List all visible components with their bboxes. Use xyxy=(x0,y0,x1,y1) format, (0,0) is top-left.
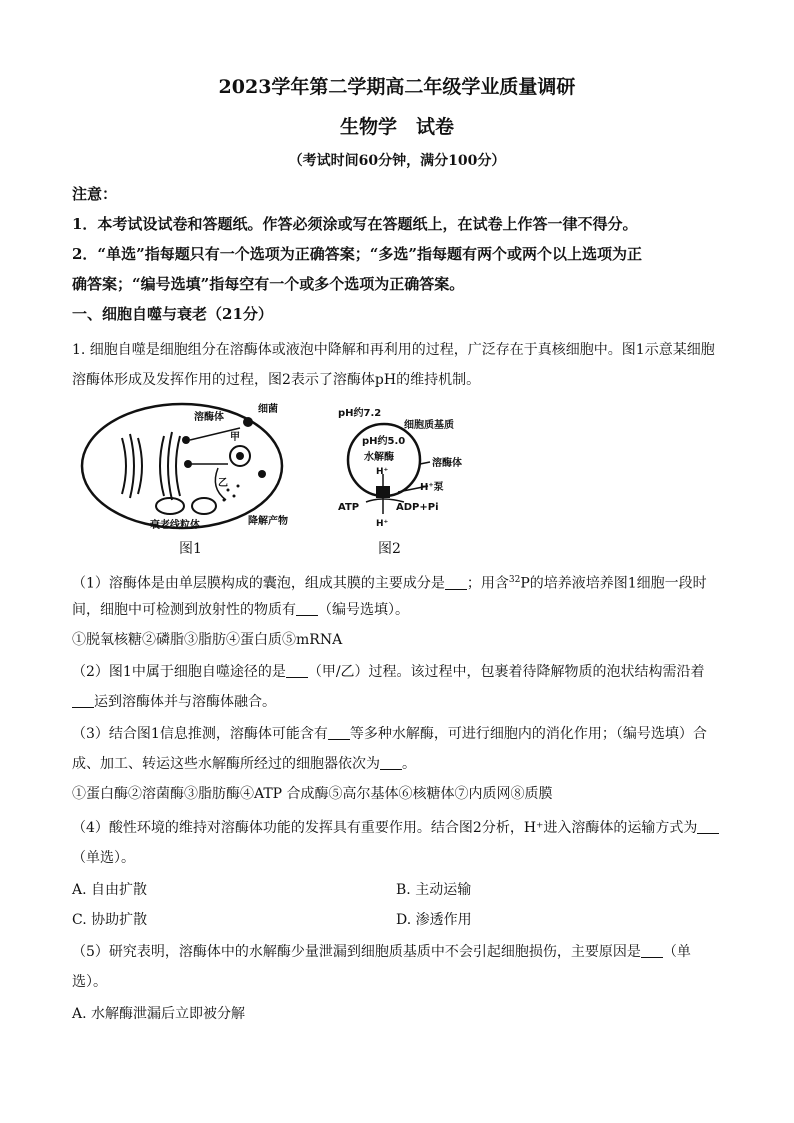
q1-sub2-text-a: （2）图1中属于细胞自噬途径的是 xyxy=(72,664,286,680)
subject-title: 生物学 试卷 xyxy=(339,116,454,138)
fig2-label-cytosol: 细胞质基质 xyxy=(404,420,454,431)
figure-1-caption: 图1 xyxy=(179,541,202,557)
fig2-label-lysosome: 溶酶体 xyxy=(432,458,462,469)
answer-blank[interactable] xyxy=(380,755,402,770)
option-b[interactable]: B. 主动运输 xyxy=(396,882,472,898)
notes-label: 注意： xyxy=(72,185,118,203)
q1-sub2-text-c: 运到溶酶体并与溶酶体融合。 xyxy=(94,694,276,710)
lysosome-pointer xyxy=(420,462,430,464)
q1-sub5-text-b: （单 xyxy=(662,944,691,960)
fig2-label-adp: ADP+Pi xyxy=(396,502,439,513)
senescent-mitochondrion xyxy=(156,498,184,514)
option-d[interactable]: D. 渗透作用 xyxy=(396,912,472,928)
exam-title: 2023学年第二学期高二年级学业质量调研 xyxy=(218,76,576,98)
q1-sub1-line1 xyxy=(72,570,732,594)
section-title: 一、细胞自噬与衰老（21分） xyxy=(72,305,273,323)
answer-blank[interactable] xyxy=(296,601,318,616)
q1-sub3-text-d: 。 xyxy=(402,756,416,772)
q1-sub4-text-a: （4）酸性环境的维持对溶酶体功能的发挥具有重要作用。结合图2分析，H⁺进入溶酶体的运输方式为 xyxy=(72,820,698,836)
lysosome-vesicle xyxy=(182,436,190,444)
fig1-label-bacteria: 细菌 xyxy=(258,404,278,415)
fig1-label-jia: 甲 xyxy=(230,432,240,443)
q1-sub5-line2: 选）。 xyxy=(72,974,107,990)
q1-sub3-text-c: 成、加工、转运这些水解酶所经过的细胞器依次为 xyxy=(72,756,380,772)
fig2-label-h-bottom: H⁺ xyxy=(376,519,389,529)
answer-blank[interactable] xyxy=(445,575,467,590)
answer-blank[interactable] xyxy=(697,819,719,834)
note-item-2-line1: 2．“单选”指每题只有一个选项为正确答案；“多选”指每题有两个或两个以上选项为正 xyxy=(72,245,642,263)
q1-sub4-line1 xyxy=(72,818,732,838)
phagosome-core xyxy=(236,452,244,460)
q1-intro-line2: 溶酶体形成及发挥作用的过程，图2表示了溶酶体pH的维持机制。 xyxy=(72,372,481,388)
fig2-label-enzyme: 水解酶 xyxy=(364,452,394,463)
figure-1-diagram xyxy=(78,398,300,533)
option-a[interactable]: A. 水解酶泄漏后立即被分解 xyxy=(72,1006,246,1022)
answer-blank[interactable] xyxy=(641,943,663,958)
q1-sub2-line1 xyxy=(72,662,732,682)
q1-intro-line1: 1. 细胞自噬是细胞组分在溶酶体或液泡中降解和再利用的过程，广泛存在于真核细胞中。图1示意某细胞 xyxy=(72,342,715,358)
fig2-label-atp: ATP xyxy=(338,502,360,513)
q1-sub3-text-b: 等多种水解酶，可进行细胞内的消化作用；（编号选填）合 xyxy=(349,726,707,742)
fig1-label-products: 降解产物 xyxy=(248,516,288,527)
exocytosis-vesicle xyxy=(258,470,266,478)
note-item-1: 1．本考试设试卷和答题纸。作答必须涂或写在答题纸上，在试卷上作答一律不得分。 xyxy=(72,215,638,233)
option-c[interactable]: C. 协助扩散 xyxy=(72,912,148,928)
q1-sub1-line2 xyxy=(72,600,732,620)
fig1-label-mito: 衰老线粒体 xyxy=(150,520,200,531)
er-stack xyxy=(160,432,180,500)
answer-blank[interactable] xyxy=(72,693,94,708)
answer-blank[interactable] xyxy=(328,725,350,740)
figure-2-caption: 图2 xyxy=(378,541,401,557)
figure-2-diagram xyxy=(338,402,488,530)
q1-sub5-text-a: （5）研究表明，溶酶体中的水解酶少量泄漏到细胞质基质中不会引起细胞损伤，主要原因是 xyxy=(72,944,641,960)
q1-sub3-text-a: （3）结合图1信息推测，溶酶体可能含有 xyxy=(72,726,328,742)
exam-info: （考试时间60分钟，满分100分） xyxy=(288,153,506,169)
fig1-label-lysosome: 溶酶体 xyxy=(194,412,224,423)
q1-sub1-text-e: （编号选填）。 xyxy=(318,602,409,618)
q1-sub1-text-c: P的培养液培养图1细胞一段时 xyxy=(520,575,707,592)
q1-sub3-line2 xyxy=(72,754,732,774)
golgi-stack xyxy=(122,434,142,498)
q1-sub2-line2 xyxy=(72,692,732,712)
fig2-label-ph-inner: pH约5.0 xyxy=(362,436,406,447)
q1-sub1-text-b: ；用含 xyxy=(466,575,509,592)
autophagosome xyxy=(192,498,216,514)
fig2-label-pump: H⁺泵 xyxy=(420,482,444,493)
bacterium xyxy=(243,417,253,427)
h-pump xyxy=(376,486,390,498)
q1-sub1-text-a: （1）溶酶体是由单层膜构成的囊泡，组成其膜的主要成分是 xyxy=(72,575,445,592)
q1-sub4-line2: （单选）。 xyxy=(72,850,135,866)
option-a[interactable]: A. 自由扩散 xyxy=(72,882,148,898)
q1-sub1-text-d: 间，细胞中可检测到放射性的物质有 xyxy=(72,602,296,618)
q1-sub1-options: ①脱氧核糖②磷脂③脂肪④蛋白质⑤mRNA xyxy=(72,632,343,648)
q1-sub3-options: ①蛋白酶②溶菌酶③脂肪酶④ATP 合成酶⑤高尔基体⑥核糖体⑦内质网⑧质膜 xyxy=(72,786,553,802)
note-item-2-line2: 确答案；“编号选填”指每空有一个或多个选项为正确答案。 xyxy=(72,275,465,293)
answer-blank[interactable] xyxy=(286,663,308,678)
isotope-superscript: 32 xyxy=(508,575,521,585)
fig1-label-yi: 乙 xyxy=(218,478,228,489)
fig2-label-h-top: H⁺ xyxy=(376,467,389,477)
fig2-label-ph-outer: pH约7.2 xyxy=(338,408,382,419)
q1-sub2-text-b: （甲/乙）过程。该过程中，包裹着待降解物质的泡状结构需沿着 xyxy=(307,664,705,680)
q1-sub5-line1 xyxy=(72,942,732,962)
q1-sub3-line1 xyxy=(72,724,732,744)
